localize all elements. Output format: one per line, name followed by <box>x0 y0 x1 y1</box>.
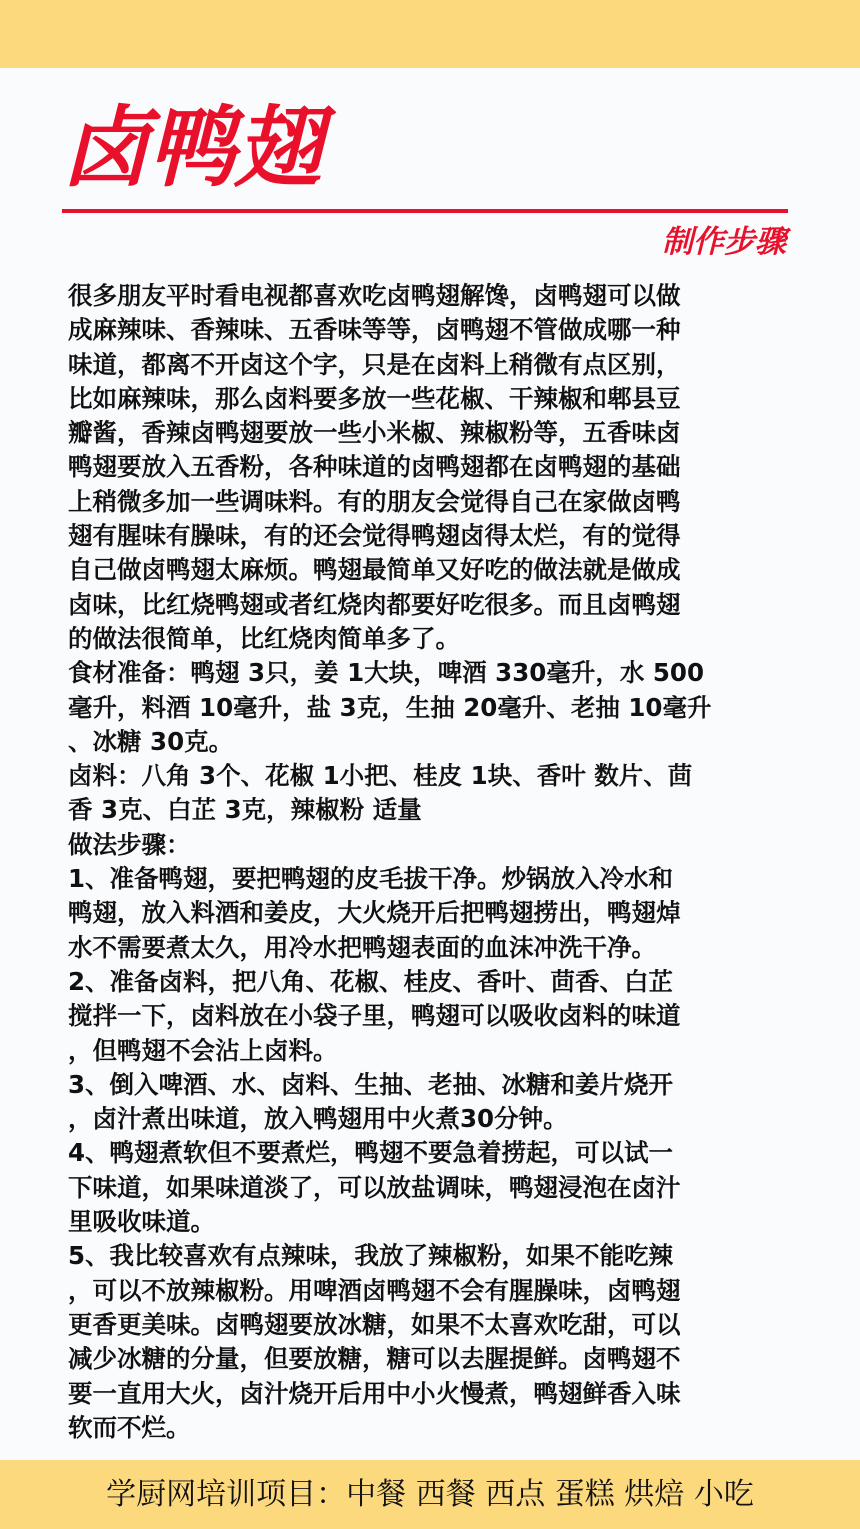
top-banner <box>0 0 860 68</box>
text-line: 5、我比较喜欢有点辣味，我放了辣椒粉，如果不能吃辣 <box>68 1241 674 1271</box>
footer-text: 学厨网培训项目：中餐 西餐 西点 蛋糕 烘焙 小吃 <box>106 1477 754 1512</box>
text-line: ，但鸭翅不会沾上卤料。 <box>68 1035 338 1065</box>
text-line: 水不需要煮太久，用冷水把鸭翅表面的血沫冲洗干净。 <box>68 932 656 962</box>
text-line: 瓣酱，香辣卤鸭翅要放一些小米椒、辣椒粉等，五香味卤 <box>68 418 681 448</box>
page-subtitle: 制作步骤 <box>662 224 786 260</box>
text-line: 鸭翅，放入料酒和姜皮，大火烧开后把鸭翅捞出，鸭翅焯 <box>68 898 681 928</box>
text-line: ，卤汁煮出味道，放入鸭翅用中火煮30分钟。 <box>68 1104 568 1134</box>
text-line: 2、准备卤料，把八角、花椒、桂皮、香叶、茴香、白芷 <box>68 966 674 996</box>
page-title: 卤鸭翅 <box>62 96 321 199</box>
text-line: 做法步骤： <box>68 829 191 859</box>
text-line: 卤料：八角 3个、花椒 1小把、桂皮 1块、香叶 数片、茴 <box>68 761 693 791</box>
text-line: 自己做卤鸭翅太麻烦。鸭翅最简单又好吃的做法就是做成 <box>68 555 681 585</box>
text-line: 、冰糖 30克。 <box>68 726 234 756</box>
text-line: 比如麻辣味，那么卤料要多放一些花椒、干辣椒和郫县豆 <box>68 383 681 413</box>
text-line: 香 3克、白芷 3克，辣椒粉 适量 <box>68 795 422 825</box>
text-line: 减少冰糖的分量，但要放糖，糖可以去腥提鲜。卤鸭翅不 <box>68 1344 681 1374</box>
text-line: ，可以不放辣椒粉。用啤酒卤鸭翅不会有腥臊味，卤鸭翅 <box>68 1275 681 1305</box>
text-line: 下味道，如果味道淡了，可以放盐调味，鸭翅浸泡在卤汁 <box>68 1172 681 1202</box>
title-divider <box>62 209 788 213</box>
text-line: 味道，都离不开卤这个字，只是在卤料上稍微有点区别， <box>68 349 681 379</box>
text-line: 卤味，比红烧鸭翅或者红烧肉都要好吃很多。而且卤鸭翅 <box>68 589 681 619</box>
text-line: 3、倒入啤酒、水、卤料、生抽、老抽、冰糖和姜片烧开 <box>68 1069 674 1099</box>
text-line: 4、鸭翅煮软但不要煮烂，鸭翅不要急着捞起，可以试一 <box>68 1138 674 1168</box>
text-line: 要一直用大火，卤汁烧开后用中小火慢煮，鸭翅鲜香入味 <box>68 1378 681 1408</box>
text-line: 的做法很简单，比红烧肉简单多了。 <box>68 623 460 653</box>
text-line: 软而不烂。 <box>68 1412 191 1442</box>
text-line: 食材准备：鸭翅 3只，姜 1大块，啤酒 330毫升，水 500 <box>68 658 704 688</box>
text-line: 上稍微多加一些调味料。有的朋友会觉得自己在家做卤鸭 <box>68 486 681 516</box>
recipe-body <box>68 279 808 1445</box>
text-line: 翅有腥味有臊味，有的还会觉得鸭翅卤得太烂，有的觉得 <box>68 521 681 551</box>
text-line: 毫升，料酒 10毫升，盐 3克，生抽 20毫升、老抽 10毫升 <box>68 692 712 722</box>
text-line: 鸭翅要放入五香粉，各种味道的卤鸭翅都在卤鸭翅的基础 <box>68 452 681 482</box>
text-line: 很多朋友平时看电视都喜欢吃卤鸭翅解馋，卤鸭翅可以做 <box>68 281 681 310</box>
text-line: 里吸收味道。 <box>68 1207 215 1237</box>
text-line: 1、准备鸭翅，要把鸭翅的皮毛拔干净。炒锅放入冷水和 <box>68 864 674 894</box>
text-line: 成麻辣味、香辣味、五香味等等，卤鸭翅不管做成哪一种 <box>68 315 681 345</box>
text-line: 搅拌一下，卤料放在小袋子里，鸭翅可以吸收卤料的味道 <box>68 1001 681 1031</box>
text-line: 更香更美味。卤鸭翅要放冰糖，如果不太喜欢吃甜，可以 <box>68 1309 681 1339</box>
